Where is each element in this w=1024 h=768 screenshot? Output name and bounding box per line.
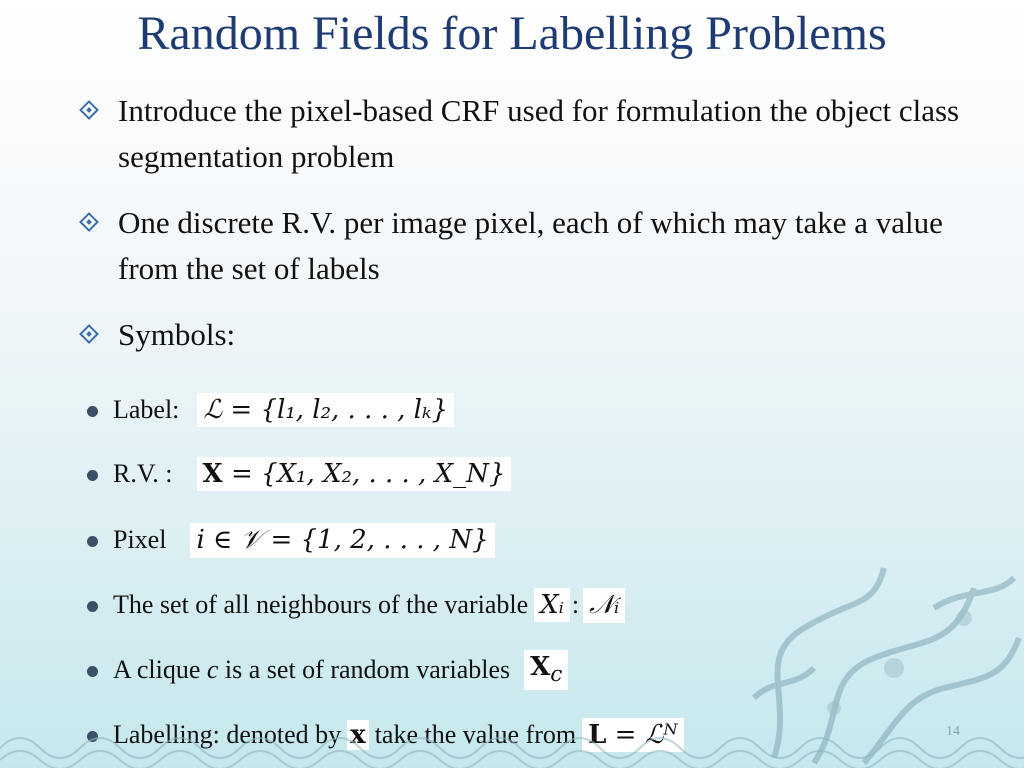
slide-number: 14 [946,724,960,739]
math-formula: ℒ = {l₁, l₂, . . . , lₖ} [197,393,454,427]
math-subscript: c [550,662,563,688]
dot-bullet-icon [87,536,98,547]
bullet-text: One discrete R.V. per image pixel, each of which may take a value from the set of labels [118,204,943,286]
subbullet-rv [113,454,511,494]
subbullet-text: The set of all neighbours of the variable [113,590,529,619]
subbullet-text: take the value from [374,720,577,749]
math-formula [524,650,568,689]
dot-bullet-icon [87,666,98,677]
math-bold-symbol: X [202,459,223,489]
bullet-item [70,88,970,180]
diamond-bullet-icon [79,212,99,232]
subbullet-text: Labelling: denoted by [113,720,342,749]
math-formula: 𝒩ᵢ [583,588,625,623]
subbullet-text: A clique [113,655,207,684]
math-bold-symbol: L [588,720,607,750]
math-formula: i ∈ 𝒱 = {1, 2, . . . , N} [190,523,494,558]
subbullet-text: Pixel [113,525,167,554]
math-expression: = ℒᴺ [606,720,678,750]
dot-bullet-icon [87,470,98,481]
bullet-text: Introduce the pixel-based CRF used for formulation the object class segmentation problem [118,93,960,174]
math-bold-symbol: x [350,720,366,750]
math-bold-symbol: X [530,652,551,683]
bullet-item [70,200,970,292]
dot-bullet-icon [87,731,98,742]
subbullet-label [113,390,454,430]
slide-title: Random Fields for Labelling Problems [137,7,887,60]
math-formula [197,457,512,491]
subbullet-labelling [113,715,684,755]
clique-variable: c [206,655,219,684]
bullet-list [70,88,970,377]
dot-bullet-icon [87,601,98,612]
math-expression: = {X₁, X₂, . . . , X_N} [222,459,506,489]
subbullet-pixel [113,520,495,560]
subbullet-neighbours [113,585,625,625]
subbullet-text: Label: [113,395,180,424]
bullet-text: Symbols: [118,316,236,352]
bullet-item [70,312,970,358]
math-formula [347,720,369,750]
subbullet-text: R.V. : [113,459,173,488]
diamond-bullet-icon [79,100,99,120]
subbullet-text: is a set of random variables [218,655,511,684]
math-formula: Xᵢ [534,588,570,622]
dot-bullet-icon [87,406,98,417]
separator: : [571,590,580,619]
math-formula [582,718,684,752]
diamond-bullet-icon [79,324,99,344]
subbullet-clique [113,650,568,690]
dragon-illustration [734,548,1024,768]
